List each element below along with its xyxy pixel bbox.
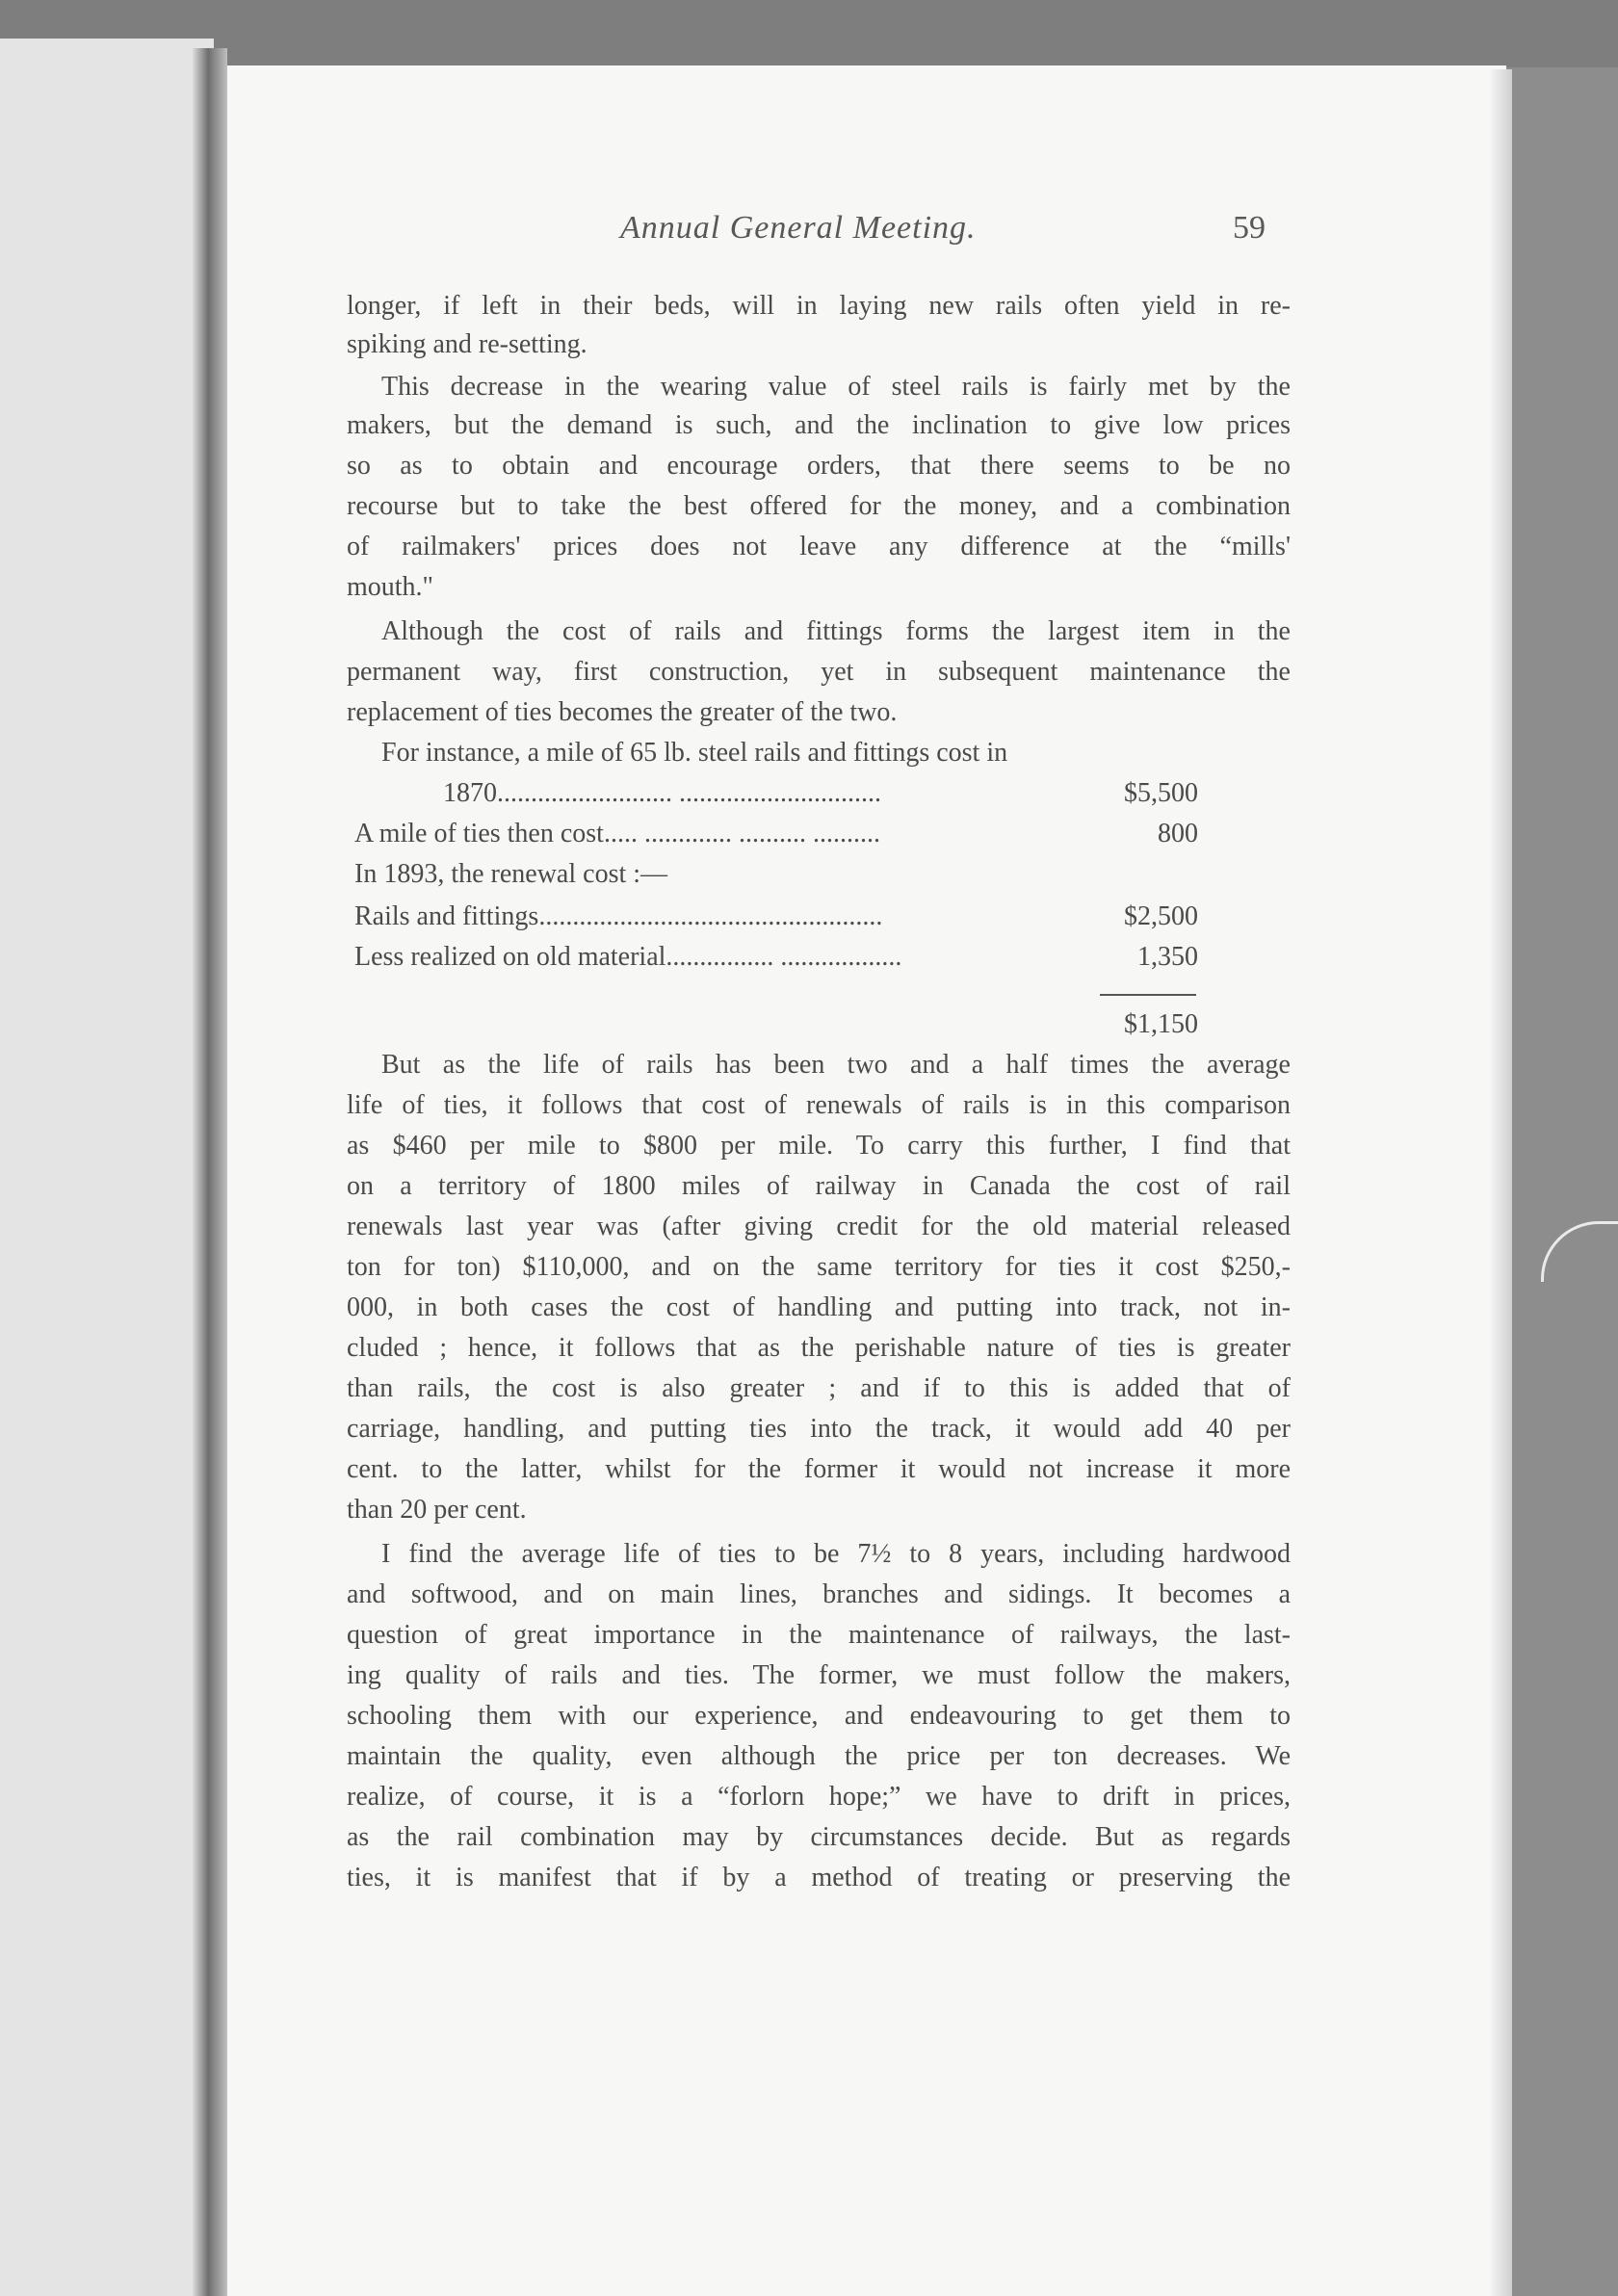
cost-amount: $5,500	[1124, 778, 1198, 808]
body-line: as the rail combination may by circumstances decide. But as regards	[347, 1822, 1291, 1852]
body-line: realize, of course, it is a “forlorn hope;” we have to drift in prices,	[347, 1782, 1291, 1812]
cost-total: $1,150	[1124, 1009, 1198, 1039]
cost-label: A mile of ties then cost..... ............. .......... ..........	[354, 819, 880, 848]
body-line: than 20 per cent.	[347, 1495, 527, 1525]
cost-amount: $2,500	[1124, 901, 1198, 931]
body-line: permanent way, first construction, yet in subsequent maintenance the	[347, 657, 1291, 687]
body-line: carriage, handling, and putting ties into the track, it would add 40 per	[347, 1414, 1291, 1444]
scan-top-shadow	[0, 0, 1618, 67]
body-line: ties, it is manifest that if by a method of treating or preserving the	[347, 1863, 1291, 1892]
body-line: For instance, a mile of 65 lb. steel rails and fittings cost in	[381, 738, 1008, 768]
left-facing-page	[0, 39, 214, 2296]
body-line: ton for ton) $110,000, and on the same territory for ties it cost $250,-	[347, 1252, 1291, 1282]
cost-amount: 1,350	[1137, 942, 1198, 972]
body-line: than rails, the cost is also greater ; and if to this is added that of	[347, 1373, 1291, 1403]
body-line: renewals last year was (after giving credit for the old material released	[347, 1212, 1291, 1241]
body-line: spiking and re-setting.	[347, 329, 587, 359]
body-line: maintain the quality, even although the price per ton decreases. We	[347, 1741, 1291, 1771]
body-line: cent. to the latter, whilst for the former it would not increase it more	[347, 1454, 1291, 1484]
body-line: of railmakers' prices does not leave any difference at the “mills'	[347, 532, 1291, 561]
body-line: cluded ; hence, it follows that as the perishable nature of ties is greater	[347, 1333, 1291, 1363]
body-line: longer, if left in their beds, will in laying new rails often yield in re-	[347, 291, 1291, 321]
right-page-curl	[1541, 1221, 1618, 1282]
cost-amount: 800	[1158, 819, 1198, 848]
body-line: But as the life of rails has been two and a half times the average	[381, 1050, 1291, 1080]
body-line: schooling them with our experience, and endeavouring to get them to	[347, 1701, 1291, 1731]
sum-rule	[1100, 994, 1196, 996]
cost-label: In 1893, the renewal cost :—	[354, 859, 668, 889]
body-line: 000, in both cases the cost of handling and putting into track, not in-	[347, 1292, 1291, 1322]
body-line: makers, but the demand is such, and the inclination to give low prices	[347, 410, 1291, 440]
book-gutter	[193, 48, 227, 2296]
body-line: as $460 per mile to $800 per mile. To carry this further, I find that	[347, 1131, 1291, 1161]
body-line: on a territory of 1800 miles of railway in Canada the cost of rail	[347, 1171, 1291, 1201]
body-line: question of great importance in the maintenance of railways, the last-	[347, 1620, 1291, 1650]
body-line: This decrease in the wearing value of steel rails is fairly met by the	[381, 372, 1291, 402]
running-title: Annual General Meeting.	[620, 210, 977, 246]
body-line: I find the average life of ties to be 7½ to 8 years, including hardwood	[381, 1539, 1291, 1569]
body-line: ing quality of rails and ties. The former, we must follow the makers,	[347, 1660, 1291, 1690]
cost-label: Rails and fittings...................................................	[354, 901, 883, 931]
body-line: recourse but to take the best offered for the money, and a combination	[347, 491, 1291, 521]
cost-label: Less realized on old material................ ..................	[354, 942, 902, 972]
body-line: mouth."	[347, 572, 433, 602]
body-line: so as to obtain and encourage orders, that there seems to be no	[347, 451, 1291, 481]
body-line: life of ties, it follows that cost of renewals of rails is in this comparison	[347, 1090, 1291, 1120]
page-number: 59	[1233, 210, 1266, 246]
body-line: and softwood, and on main lines, branches and sidings. It becomes a	[347, 1579, 1291, 1609]
cost-label: 1870.......................... ..............................	[443, 778, 881, 808]
body-line: Although the cost of rails and fittings forms the largest item in the	[381, 616, 1291, 646]
body-line: replacement of ties becomes the greater of the two.	[347, 697, 898, 727]
page-edge	[1491, 69, 1512, 2296]
